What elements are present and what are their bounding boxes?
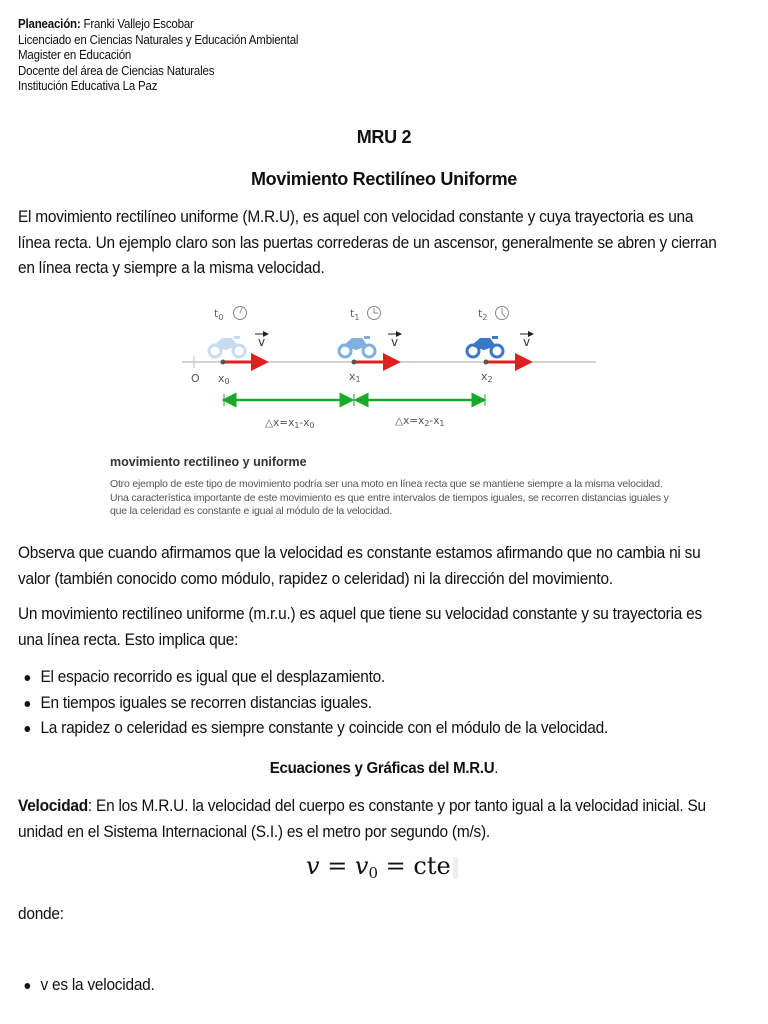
velocity-label-1 (388, 334, 401, 349)
formula-sub: 0 (368, 864, 379, 882)
section-title-text: Ecuaciones y Gráficas del M.R.U (269, 760, 495, 777)
author-name: Franki Vallejo Escobar (83, 17, 194, 31)
motorcycle-icon-1 (339, 336, 375, 357)
delta-x-label-2: △x=x2-x1 (395, 415, 445, 428)
mru-diagram-svg (108, 296, 668, 436)
velocity-label-2 (520, 334, 533, 349)
list-item: La rapidez o celeridad es siempre constante y coincide con el módulo de la velocidad. (18, 716, 608, 742)
intro-paragraph: El movimiento rectilíneo uniforme (M.R.U), es aquel con velocidad constante y cuya trayectoria es una línea recta. Un ejemplo claro son las puertas correderas de un ascensor, generalmente se abren y cierran en línea recta y siempre a la misma velocidad. (18, 208, 717, 277)
formula-rhs: = cte (378, 852, 451, 880)
x0-label: x0 (218, 372, 230, 386)
properties-list (18, 665, 608, 742)
motorcycle-icon-2 (467, 336, 503, 357)
t1-label: $t_1$ (350, 307, 360, 322)
t2-label: $t_2$ (478, 307, 488, 322)
variables-list (18, 973, 155, 999)
svg-text:v: v (391, 335, 399, 349)
origin-label: O (191, 372, 200, 385)
section-title (23, 760, 745, 778)
author-degree: Licenciado en Ciencias Naturales y Educación Ambiental (18, 32, 299, 47)
page-title: MRU 2 (356, 127, 412, 147)
x2-label: x2 (481, 370, 493, 384)
author-header (18, 17, 298, 95)
planeacion-label: Planeación: (18, 17, 81, 31)
author-masters: Magister en Educación (18, 48, 132, 62)
x1-label: x1 (349, 370, 361, 384)
donde-label: donde: (18, 905, 64, 923)
velocity-formula (306, 852, 464, 884)
list-item: v es la velocidad. (18, 973, 155, 999)
figure-caption-text: Otro ejemplo de este tipo de movimiento podría ser una moto en línea recta que se mantiene siempre a la misma velocidad. Una característica importante de este movimiento es que entre intervalos de tiempos iguales, se recorren distancias iguales y que la celeridad es constante e igual al módulo de la velocidad. (110, 478, 669, 517)
formula-lhs: v = v (306, 852, 369, 880)
list-item: En tiempos iguales se recorren distancias iguales. (18, 691, 608, 717)
velocidad-paragraph (18, 794, 729, 845)
velocity-label-0 (255, 334, 268, 349)
t0-label: $t_0$ (214, 307, 224, 322)
author-institution: Institución Educativa La Paz (18, 79, 158, 93)
velocity-paragraph: Observa que cuando afirmamos que la velocidad es constante estamos afirmando que no cambia ni su valor (también conocido como módulo, rapidez o celeridad) ni la dirección del movimiento. (18, 544, 701, 588)
list-item: El espacio recorrido es igual que el desplazamiento. (18, 665, 608, 691)
figure-caption-title: movimiento rectilineo y uniforme (110, 455, 307, 469)
velocidad-label: Velocidad (18, 797, 88, 815)
delta-x-label-1: △x=x1-x0 (265, 417, 315, 430)
page-subtitle: Movimiento Rectilíneo Uniforme (250, 169, 518, 189)
section-title-dot: . (494, 760, 499, 777)
motorcycle-icon-0 (209, 336, 245, 357)
svg-text:v: v (258, 335, 266, 349)
author-role: Docente del área de Ciencias Naturales (18, 63, 215, 78)
svg-text:v: v (523, 335, 531, 349)
velocidad-text: : En los M.R.U. la velocidad del cuerpo es constante y por tanto igual a la velocidad inicial. Su unidad en el Sistema Internacional (S.I.) es el metro por segundo (m/s). (18, 797, 706, 841)
mru-definition-paragraph: Un movimiento rectilíneo uniforme (m.r.u.) es aquel que tiene su velocidad constante y su trayectoria es una línea recta. Esto implica que: (18, 605, 702, 649)
